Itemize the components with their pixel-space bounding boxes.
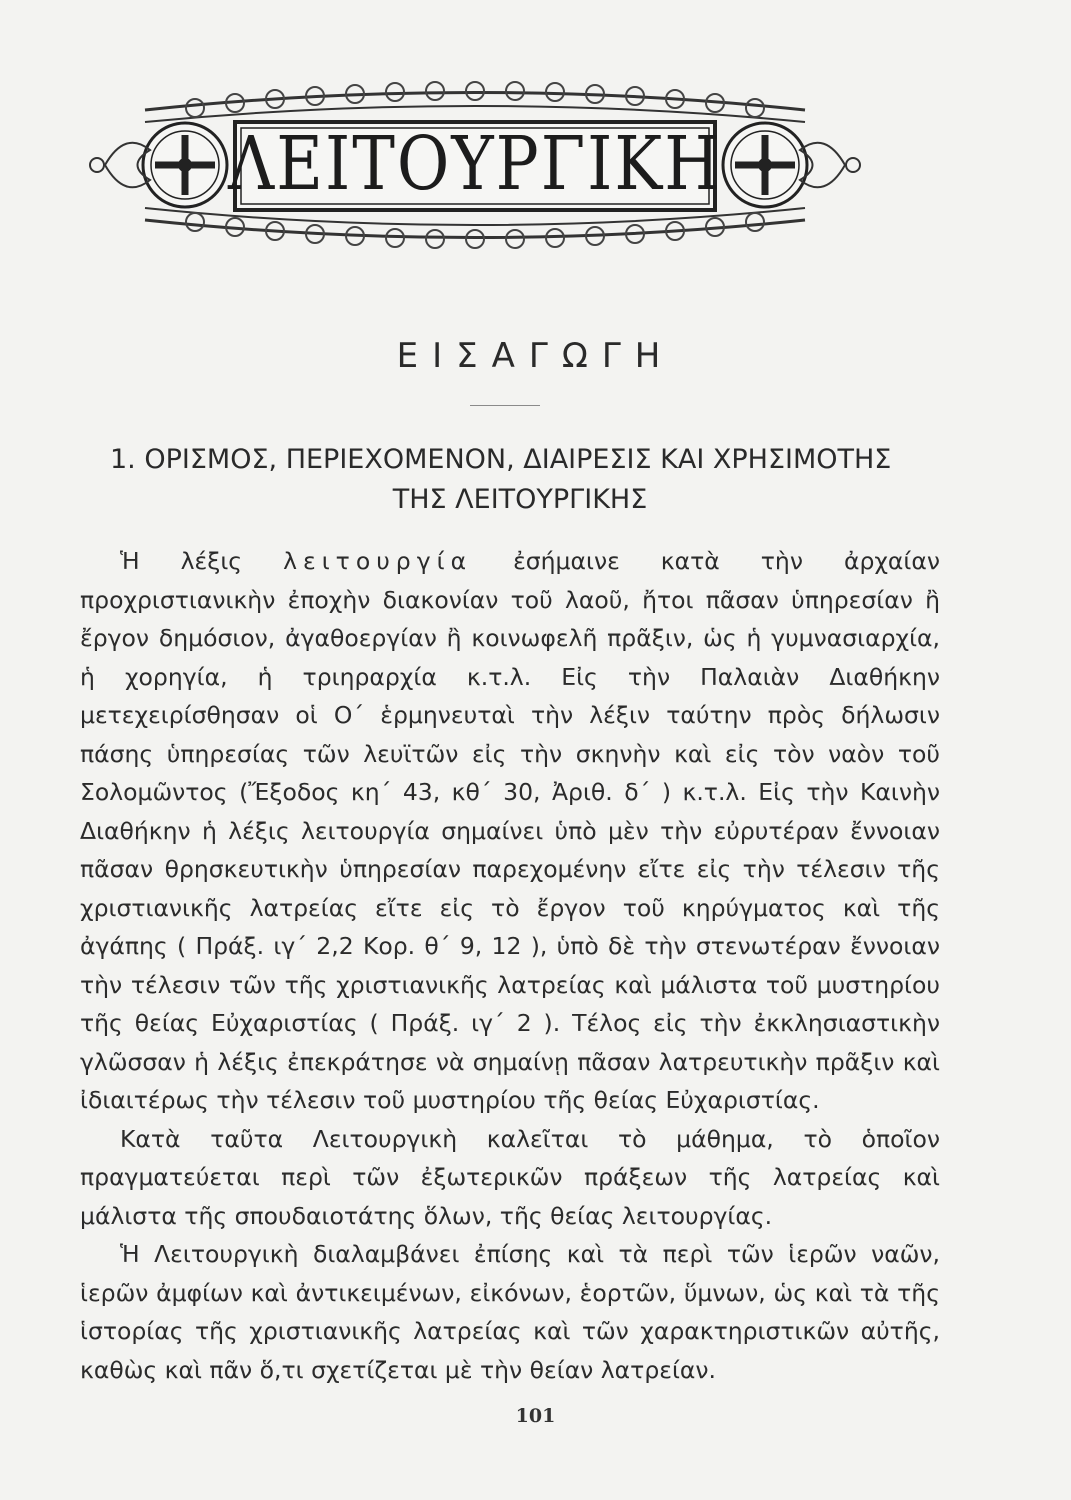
chapter-heading-line1 [110,440,970,480]
right-cross-medallion [723,123,860,207]
left-cross-medallion [90,123,227,207]
body-text [80,542,940,1389]
chapter-number: 1. [110,444,136,475]
spaced-term: λειτουργία [283,547,473,575]
book-title: ΛΕΙΤΟΥΡΓΙΚΗ [228,122,722,208]
section-title: ΕΙΣΑΓΩΓΗ [396,336,675,376]
chapter-title-line1: ΟΡΙΣΜΟΣ, ΠΕΡΙΕΧΟΜΕΝΟΝ, ΔΙΑΙΡΕΣΙΣ ΚΑΙ ΧΡΗΣΙΜΟΤΗΣ [144,444,892,475]
paragraph [80,542,940,1120]
paragraph: Κατὰ ταῦτα Λειτουργικὴ καλεῖται τὸ μάθημα, τὸ ὁποῖον πραγματεύεται περὶ τῶν ἐξωτερικῶν πράξεων τῆς λατρείας καὶ μάλιστα τῆς σπουδαιοτάτης ὅλων, τῆς θείας λειτουργίας. [80,1124,940,1230]
divider [470,405,540,406]
paragraph-text: Ἡ λέξις [120,547,284,575]
chapter-title-line2: ΤΗΣ ΛΕΙΤΟΥΡΓΙΚΗΣ [392,484,648,515]
page-number: 101 [515,1405,556,1427]
paragraph: Ἡ Λειτουργικὴ διαλαμβάνει ἐπίσης καὶ τὰ περὶ τῶν ἱερῶν ναῶν, ἱερῶν ἀμφίων καὶ ἀντικειμένων, εἰκόνων, ἑορτῶν, ὕμνων, ὡς καὶ τὰ τῆς ἱστορίας τῆς χριστιανικῆς λατρείας καὶ τῶν χαρακτηριστικῶν αὐτῆς, καθὼς καὶ πᾶν ὅ,τι σχετίζεται μὲ τὴν θείαν λατρείαν. [80,1240,940,1384]
chapter-heading [110,440,970,520]
paragraph-text: ἐσήμαινε κατὰ τὴν ἀρχαίαν προχριστιανικὴν ἐποχὴν διακονίαν τοῦ λαοῦ, ἤτοι πᾶσαν ὑπηρεσίαν ἢ ἔργον δημόσιον, ἀγαθοεργίαν ἢ κοινωφελῆ πρᾶξιν, ὡς ἡ γυμνασιαρχία, ἡ χορηγία, ἡ τριηραρχία κ.τ.λ. Εἰς τὴν Παλαιὰν Διαθήκην μετεχειρίσθησαν οἱ Ο΄ ἑρμηνευταὶ τὴν λέξιν ταύτην πρὸς δήλωσιν πάσης ὑπηρεσίας τῶν λευϊτῶν εἰς τὴν σκηνὴν καὶ εἰς τὸν ναὸν τοῦ Σολομῶντος (Ἔξοδος κη΄ 43, κθ΄ 30, Ἀριθ. δ΄ ) κ.τ.λ. Εἰς τὴν Καινὴν Διαθήκην ἡ λέξις λειτουργία σημαίνει ὑπὸ μὲν τὴν εὐρυτέραν ἔννοιαν πᾶσαν θρησκευτικὴν ὑπηρεσίαν παρεχομένην εἴτε εἰς τὴν τέλεσιν τῆς χριστιανικῆς λατρείας εἴτε εἰς τὸ ἔργον τοῦ κηρύγματος καὶ τῆς ἀγάπης ( Πράξ. ιγ΄ 2,2 Κορ. θ΄ 9, 12 ), ὑπὸ δὲ τὴν στενωτέραν ἔννοιαν τὴν τέλεσιν τῶν τῆς χριστιανικῆς λατρείας καὶ μάλιστα τοῦ μυστηρίου τῆς θείας Εὐχαριστίας ( Πράξ. ιγ΄ 2 ). Τέλος εἰς τὴν ἐκκλησιαστικὴν γλῶσσαν ἡ λέξις ἐπεκράτησε νὰ σημαίνῃ πᾶσαν λατρευτικὴν πρᾶξιν καὶ ἰδιαιτέρως τὴν τέλεσιν τοῦ μυστηρίου τῆς θείας Εὐχαριστίας. [80,547,940,1114]
title-banner [75,70,875,260]
